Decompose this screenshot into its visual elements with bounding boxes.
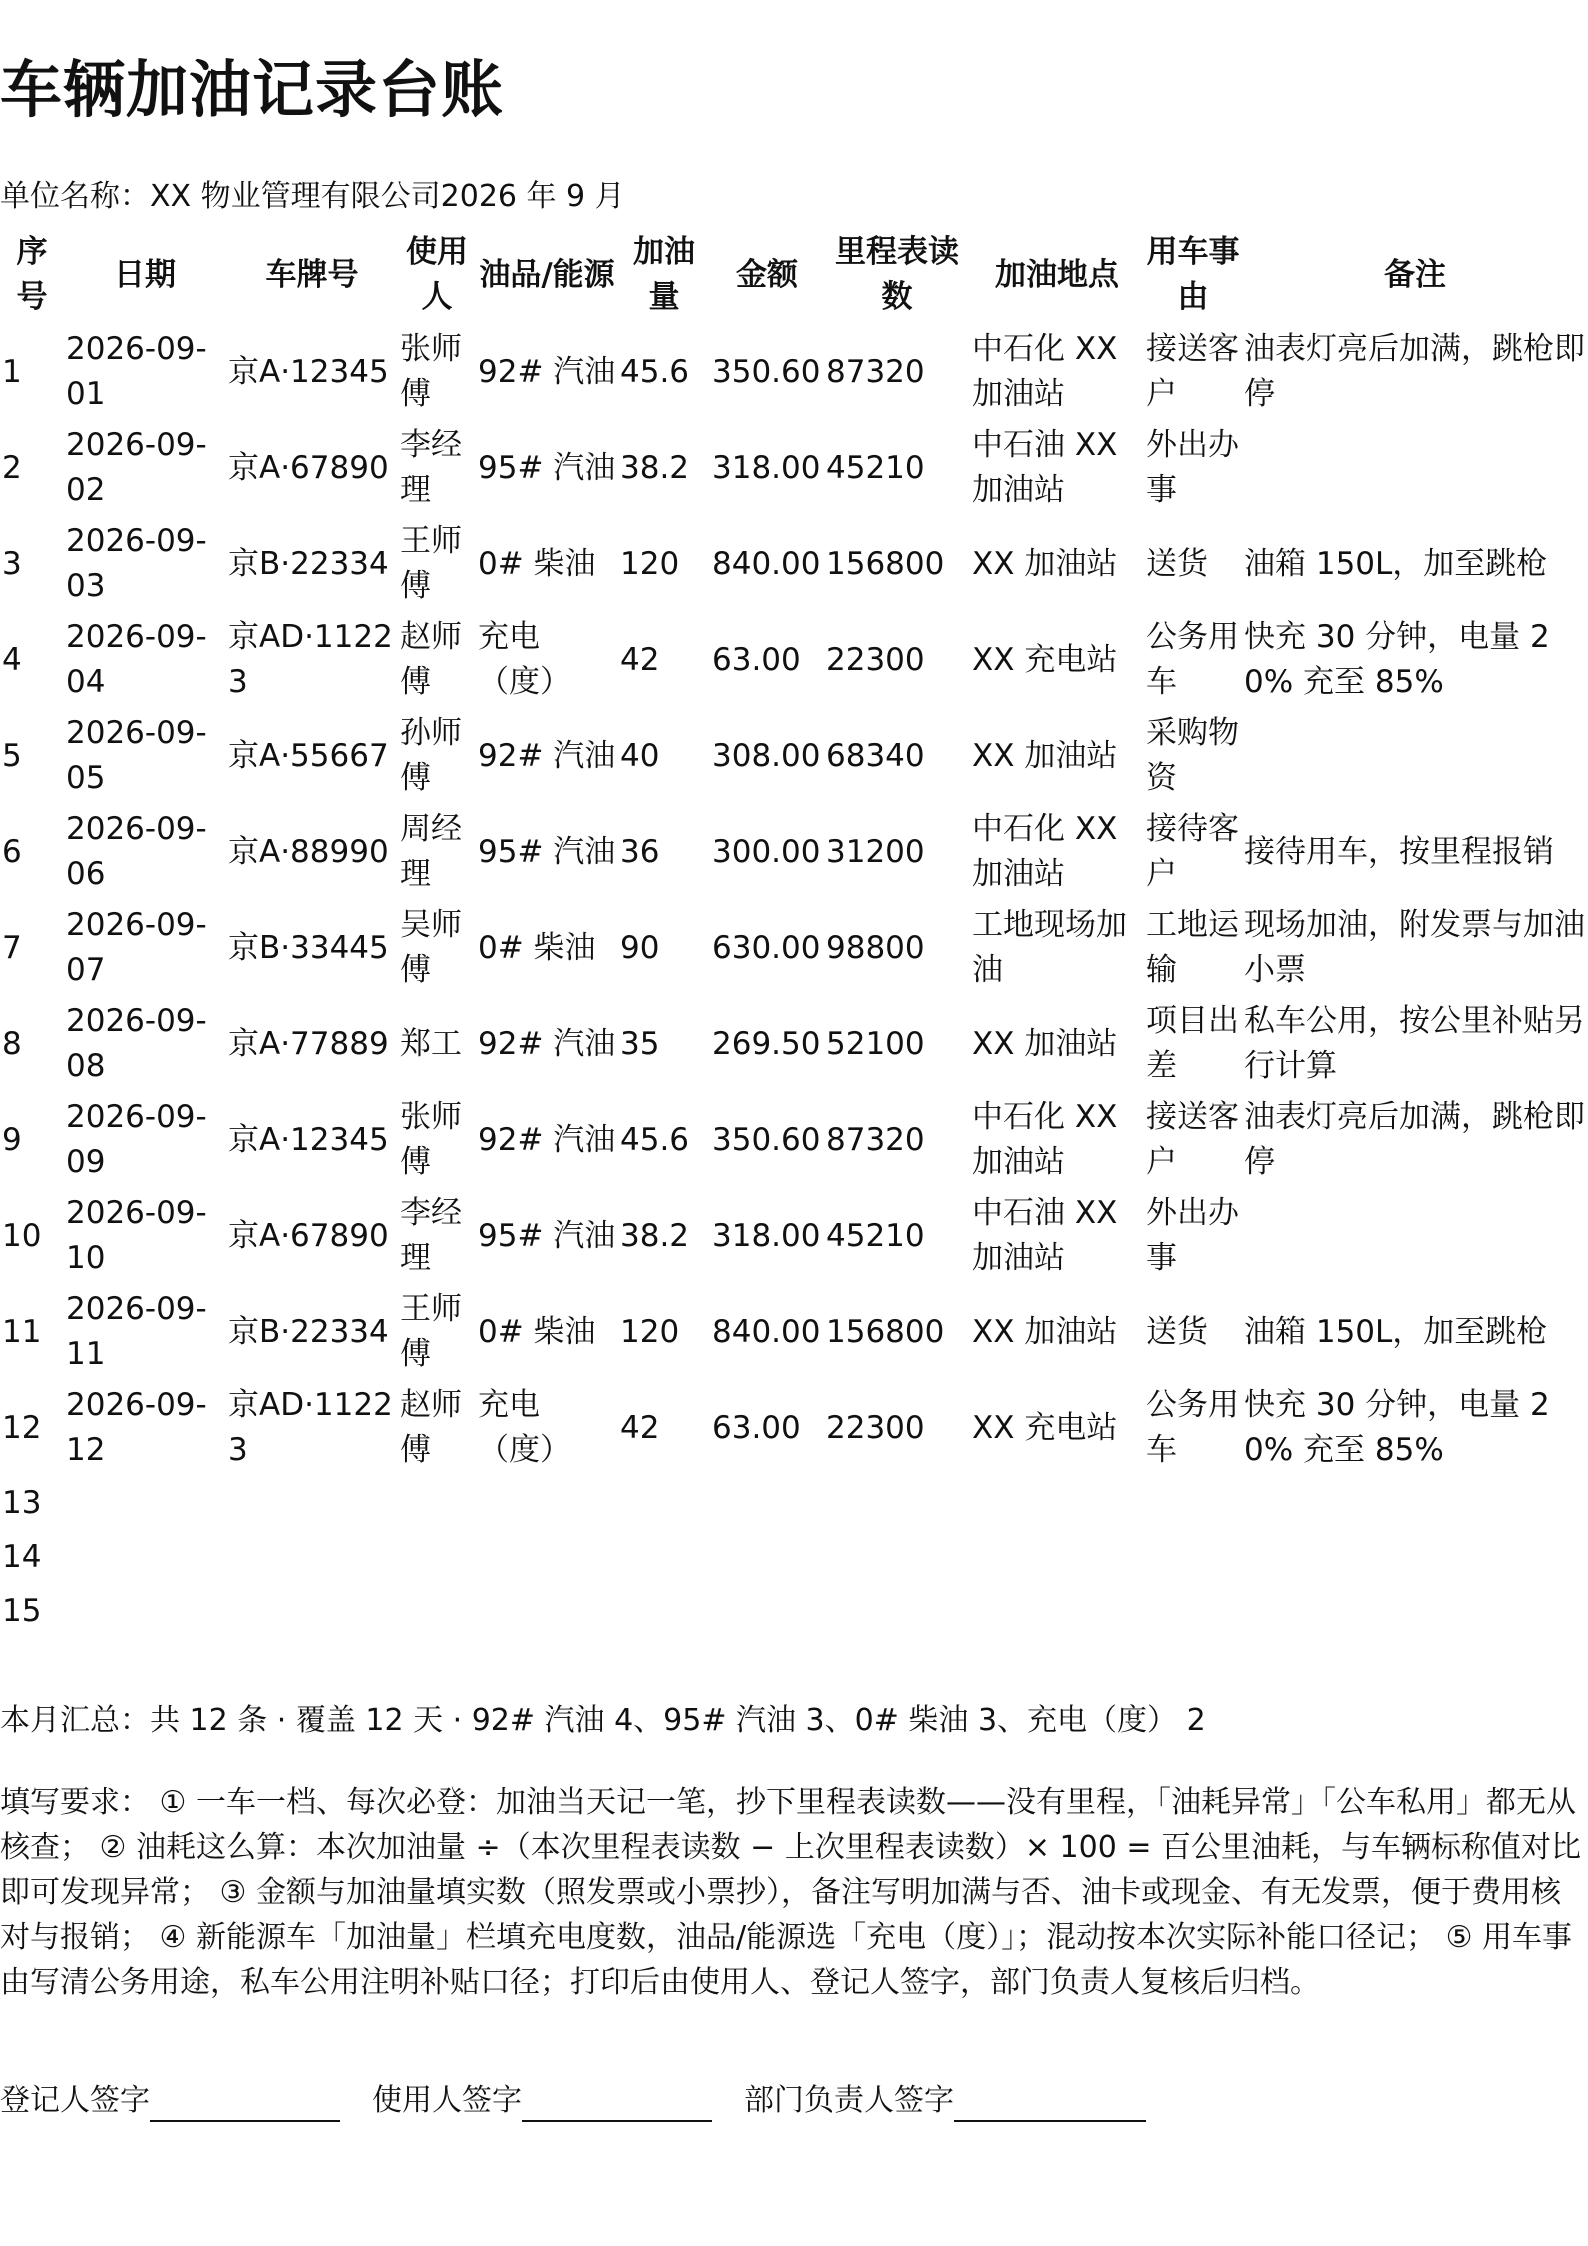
header-col-remark: 备注	[1384, 256, 1446, 293]
cell-col-location: 中石化 XX 加油站	[972, 811, 1118, 892]
cell-col-location: XX 充电站	[972, 641, 1118, 678]
cell-col-odometer: 22300	[826, 1409, 925, 1446]
cell-col-remark: 快充 30 分钟，电量 20% 充至 85%	[1244, 619, 1550, 700]
cell-col-plate: 京A·67890	[228, 449, 389, 486]
cell-col-plate: 京B·22334	[228, 1313, 389, 1350]
cell-col-location: 中石化 XX 加油站	[972, 1099, 1118, 1180]
cell-col-fuel-type: 95# 汽油	[478, 449, 616, 486]
cell-col-location[interactable]	[970, 1584, 1144, 1638]
cell-col-amount: 63.00	[712, 641, 801, 678]
cell-col-amount[interactable]	[710, 1476, 824, 1530]
cell-col-fuel-type: 0# 柴油	[478, 1313, 596, 1350]
table-row	[0, 708, 1588, 804]
cell-col-volume: 38.2	[620, 449, 690, 486]
cell-col-amount: 350.60	[712, 353, 821, 390]
cell-col-amount: 350.60	[712, 1121, 821, 1158]
cell-col-amount: 840.00	[712, 1313, 821, 1350]
cell-col-fuel-type: 92# 汽油	[478, 1121, 616, 1158]
cell-col-odometer: 156800	[826, 545, 945, 582]
signature-label: 使用人签字	[372, 2083, 522, 2118]
cell-col-plate: 京A·67890	[228, 1217, 389, 1254]
cell-col-volume[interactable]	[618, 1584, 710, 1638]
header-col-index: 序号	[16, 234, 48, 315]
table-row-blank	[0, 1530, 1588, 1584]
cell-col-odometer: 156800	[826, 1313, 945, 1350]
cell-col-location[interactable]	[970, 1530, 1144, 1584]
cell-col-purpose[interactable]	[1144, 1584, 1242, 1638]
cell-col-purpose: 项目出差	[1146, 1003, 1239, 1084]
cell-col-index: 4	[2, 641, 22, 678]
table-row	[0, 1092, 1588, 1188]
cell-col-index: 8	[2, 1025, 22, 1062]
cell-col-purpose: 外出办事	[1146, 1195, 1239, 1276]
cell-col-odometer: 31200	[826, 833, 925, 870]
cell-col-index: 6	[2, 833, 22, 870]
cell-col-index: 15	[2, 1592, 42, 1629]
signature-user	[372, 2080, 744, 2122]
cell-col-amount: 318.00	[712, 449, 821, 486]
cell-col-location: 中石油 XX 加油站	[972, 1195, 1118, 1276]
table-header-row	[0, 226, 1588, 324]
cell-col-volume: 38.2	[620, 1217, 690, 1254]
cell-col-odometer[interactable]	[824, 1584, 970, 1638]
cell-col-odometer: 45210	[826, 1217, 925, 1254]
cell-col-purpose: 送货	[1146, 545, 1208, 582]
cell-col-user: 张师傅	[400, 331, 462, 412]
cell-col-index: 7	[2, 929, 22, 966]
cell-col-index: 13	[2, 1484, 42, 1521]
cell-col-odometer: 87320	[826, 1121, 925, 1158]
cell-col-amount: 318.00	[712, 1217, 821, 1254]
cell-col-plate: 京A·77889	[228, 1025, 389, 1062]
cell-col-volume: 45.6	[620, 353, 690, 390]
cell-col-amount: 630.00	[712, 929, 821, 966]
cell-col-date: 2026-09-02	[66, 427, 207, 508]
cell-col-plate: 京A·12345	[228, 353, 389, 390]
cell-col-plate: 京AD·11223	[228, 1387, 393, 1468]
signature-area	[0, 2080, 1178, 2122]
header-col-plate: 车牌号	[265, 256, 359, 293]
cell-col-date: 2026-09-06	[66, 811, 207, 892]
refuel-record-table	[0, 226, 1588, 1638]
cell-col-fuel-type: 92# 汽油	[478, 1025, 616, 1062]
cell-col-index: 2	[2, 449, 22, 486]
cell-col-volume: 120	[620, 545, 680, 582]
table-row	[0, 612, 1588, 708]
cell-col-date: 2026-09-08	[66, 1003, 207, 1084]
cell-col-fuel-type: 95# 汽油	[478, 1217, 616, 1254]
cell-col-location: 工地现场加油	[972, 907, 1127, 988]
cell-col-plate: 京B·33445	[228, 929, 389, 966]
cell-col-fuel-type: 92# 汽油	[478, 353, 616, 390]
cell-col-purpose[interactable]	[1144, 1530, 1242, 1584]
cell-col-plate: 京AD·11223	[228, 619, 393, 700]
table-row	[0, 804, 1588, 900]
cell-col-purpose: 接送客户	[1146, 1099, 1239, 1180]
cell-col-purpose: 采购物资	[1146, 715, 1239, 796]
cell-col-user: 王师傅	[400, 523, 462, 604]
table-row	[0, 1284, 1588, 1380]
cell-col-date: 2026-09-12	[66, 1387, 207, 1468]
cell-col-plate: 京A·12345	[228, 1121, 389, 1158]
cell-col-fuel-type: 充电（度）	[478, 1387, 571, 1468]
cell-col-index: 9	[2, 1121, 22, 1158]
cell-col-user[interactable]	[398, 1584, 476, 1638]
cell-col-amount: 63.00	[712, 1409, 801, 1446]
cell-col-fuel-type: 0# 柴油	[478, 929, 596, 966]
table-row-blank	[0, 1584, 1588, 1638]
cell-col-volume: 90	[620, 929, 660, 966]
cell-col-remark	[1242, 708, 1588, 804]
monthly-summary: 本月汇总：共 12 条 · 覆盖 12 天 · 92# 汽油 4、95# 汽油 3、0# 柴油 3、充电（度） 2	[0, 1703, 1206, 1738]
cell-col-volume: 120	[620, 1313, 680, 1350]
signature-registrar	[0, 2080, 372, 2122]
cell-col-fuel-type[interactable]	[476, 1584, 618, 1638]
signature-label: 登记人签字	[0, 2083, 150, 2118]
cell-col-volume: 42	[620, 641, 660, 678]
cell-col-remark[interactable]	[1242, 1530, 1588, 1584]
header-col-amount: 金额	[736, 256, 798, 293]
cell-col-odometer: 68340	[826, 737, 925, 774]
cell-col-remark: 油箱 150L，加至跳枪	[1244, 1313, 1548, 1350]
cell-col-odometer: 52100	[826, 1025, 925, 1062]
cell-col-volume: 42	[620, 1409, 660, 1446]
cell-col-fuel-type[interactable]	[476, 1530, 618, 1584]
cell-col-index: 12	[2, 1409, 42, 1446]
cell-col-plate: 京A·88990	[228, 833, 389, 870]
cell-col-location: XX 加油站	[972, 545, 1118, 582]
signature-label: 部门负责人签字	[744, 2083, 954, 2118]
cell-col-odometer[interactable]	[824, 1530, 970, 1584]
cell-col-amount[interactable]	[710, 1584, 824, 1638]
cell-col-amount[interactable]	[710, 1530, 824, 1584]
signature-dept-head	[744, 2080, 1178, 2122]
cell-col-remark: 现场加油，附发票与加油小票	[1244, 907, 1585, 988]
cell-col-amount: 308.00	[712, 737, 821, 774]
table-row	[0, 420, 1588, 516]
cell-col-user: 赵师傅	[400, 619, 462, 700]
cell-col-location: XX 充电站	[972, 1409, 1118, 1446]
cell-col-user[interactable]	[398, 1476, 476, 1530]
cell-col-location: 中石油 XX 加油站	[972, 427, 1118, 508]
signature-line[interactable]	[150, 2086, 340, 2122]
table-row	[0, 1380, 1588, 1476]
cell-col-user: 周经理	[400, 811, 462, 892]
cell-col-purpose: 接待客户	[1146, 811, 1239, 892]
cell-col-remark	[1242, 1188, 1588, 1284]
filling-requirements: 填写要求： ① 一车一档、每次必登：加油当天记一笔，抄下里程表读数——没有里程，「油耗异常」「公车私用」都无从核查； ② 油耗这么算：本次加油量 ÷（本次里程表读数 − 上次里程表读数）× 100 = 百公里油耗，与车辆标称值对比即可发现异常； ③ 金额与加油量填实数（照发票或小票抄），备注写明加满与否、油卡或现金、有无发票，便于费用核对与报销； ④ 新能源车「加油量」栏填充电度数，油品/能源选「充电（度）」；混动按本次实际补能口径记； ⑤ 用车事由写清公务用途，私车公用注明补贴口径；打印后由使用人、登记人签字，部门负责人复核后归档。	[0, 1785, 1581, 2000]
cell-col-date: 2026-09-10	[66, 1195, 207, 1276]
cell-col-user: 张师傅	[400, 1099, 462, 1180]
table-row	[0, 324, 1588, 420]
cell-col-purpose: 接送客户	[1146, 331, 1239, 412]
cell-col-volume[interactable]	[618, 1476, 710, 1530]
cell-col-odometer: 87320	[826, 353, 925, 390]
table-row	[0, 900, 1588, 996]
cell-col-remark: 油表灯亮后加满，跳枪即停	[1244, 1099, 1585, 1180]
cell-col-fuel-type: 92# 汽油	[478, 737, 616, 774]
cell-col-user[interactable]	[398, 1530, 476, 1584]
header-col-user: 使用人	[406, 234, 468, 315]
cell-col-location[interactable]	[970, 1476, 1144, 1530]
cell-col-remark[interactable]	[1242, 1476, 1588, 1530]
cell-col-fuel-type: 0# 柴油	[478, 545, 596, 582]
cell-col-volume: 45.6	[620, 1121, 690, 1158]
cell-col-remark: 私车公用，按公里补贴另行计算	[1244, 1003, 1585, 1084]
cell-col-volume[interactable]	[618, 1530, 710, 1584]
cell-col-date: 2026-09-04	[66, 619, 207, 700]
cell-col-user: 王师傅	[400, 1291, 462, 1372]
header-col-date: 日期	[114, 256, 176, 293]
table-row	[0, 516, 1588, 612]
cell-col-date[interactable]	[64, 1476, 226, 1530]
cell-col-amount: 840.00	[712, 545, 821, 582]
cell-col-index: 11	[2, 1313, 42, 1350]
cell-col-remark: 接待用车，按里程报销	[1244, 833, 1554, 870]
cell-col-date: 2026-09-11	[66, 1291, 207, 1372]
cell-col-remark[interactable]	[1242, 1584, 1588, 1638]
cell-col-purpose: 工地运输	[1146, 907, 1239, 988]
cell-col-volume: 36	[620, 833, 660, 870]
cell-col-plate[interactable]	[226, 1530, 398, 1584]
cell-col-plate[interactable]	[226, 1584, 398, 1638]
cell-col-odometer: 45210	[826, 449, 925, 486]
cell-col-user: 孙师傅	[400, 715, 462, 796]
cell-col-date: 2026-09-05	[66, 715, 207, 796]
header-col-fuel-type: 油品/能源	[479, 256, 615, 293]
cell-col-index: 14	[2, 1538, 42, 1575]
header-col-odometer: 里程表读数	[835, 234, 959, 315]
table-row-blank	[0, 1476, 1588, 1530]
cell-col-index: 3	[2, 545, 22, 582]
cell-col-user: 李经理	[400, 1195, 462, 1276]
cell-col-user: 李经理	[400, 427, 462, 508]
cell-col-plate: 京B·22334	[228, 545, 389, 582]
signature-line[interactable]	[954, 2086, 1146, 2122]
cell-col-purpose: 外出办事	[1146, 427, 1239, 508]
cell-col-date: 2026-09-01	[66, 331, 207, 412]
cell-col-date[interactable]	[64, 1584, 226, 1638]
cell-col-index: 10	[2, 1217, 42, 1254]
cell-col-date: 2026-09-07	[66, 907, 207, 988]
cell-col-amount: 269.50	[712, 1025, 821, 1062]
signature-line[interactable]	[522, 2086, 712, 2122]
cell-col-index: 5	[2, 737, 22, 774]
cell-col-odometer[interactable]	[824, 1476, 970, 1530]
header-col-volume: 加油量	[633, 234, 695, 315]
cell-col-remark: 快充 30 分钟，电量 20% 充至 85%	[1244, 1387, 1550, 1468]
cell-col-purpose: 公务用车	[1146, 1387, 1239, 1468]
cell-col-odometer: 22300	[826, 641, 925, 678]
table-row	[0, 996, 1588, 1092]
cell-col-location: XX 加油站	[972, 1025, 1118, 1062]
cell-col-purpose[interactable]	[1144, 1476, 1242, 1530]
cell-col-date[interactable]	[64, 1530, 226, 1584]
cell-col-location: XX 加油站	[972, 737, 1118, 774]
cell-col-index: 1	[2, 353, 22, 390]
cell-col-purpose: 送货	[1146, 1313, 1208, 1350]
cell-col-plate: 京A·55667	[228, 737, 389, 774]
table-row	[0, 1188, 1588, 1284]
cell-col-plate[interactable]	[226, 1476, 398, 1530]
header-col-location: 加油地点	[995, 256, 1119, 293]
table-body	[0, 324, 1588, 1638]
cell-col-odometer: 98800	[826, 929, 925, 966]
page-title: 车辆加油记录台账	[0, 53, 505, 126]
cell-col-user: 郑工	[400, 1025, 462, 1062]
cell-col-remark: 油表灯亮后加满，跳枪即停	[1244, 331, 1585, 412]
unit-and-period: 单位名称：XX 物业管理有限公司2026 年 9 月	[0, 179, 625, 214]
cell-col-user: 吴师傅	[400, 907, 462, 988]
cell-col-fuel-type: 95# 汽油	[478, 833, 616, 870]
cell-col-purpose: 公务用车	[1146, 619, 1239, 700]
cell-col-remark	[1242, 420, 1588, 516]
cell-col-user: 赵师傅	[400, 1387, 462, 1468]
cell-col-amount: 300.00	[712, 833, 821, 870]
header-col-purpose: 用车事由	[1146, 234, 1240, 315]
cell-col-remark: 油箱 150L，加至跳枪	[1244, 545, 1548, 582]
cell-col-volume: 35	[620, 1025, 660, 1062]
cell-col-date: 2026-09-09	[66, 1099, 207, 1180]
cell-col-location: 中石化 XX 加油站	[972, 331, 1118, 412]
cell-col-fuel-type[interactable]	[476, 1476, 618, 1530]
cell-col-date: 2026-09-03	[66, 523, 207, 604]
cell-col-location: XX 加油站	[972, 1313, 1118, 1350]
cell-col-volume: 40	[620, 737, 660, 774]
cell-col-fuel-type: 充电（度）	[478, 619, 571, 700]
